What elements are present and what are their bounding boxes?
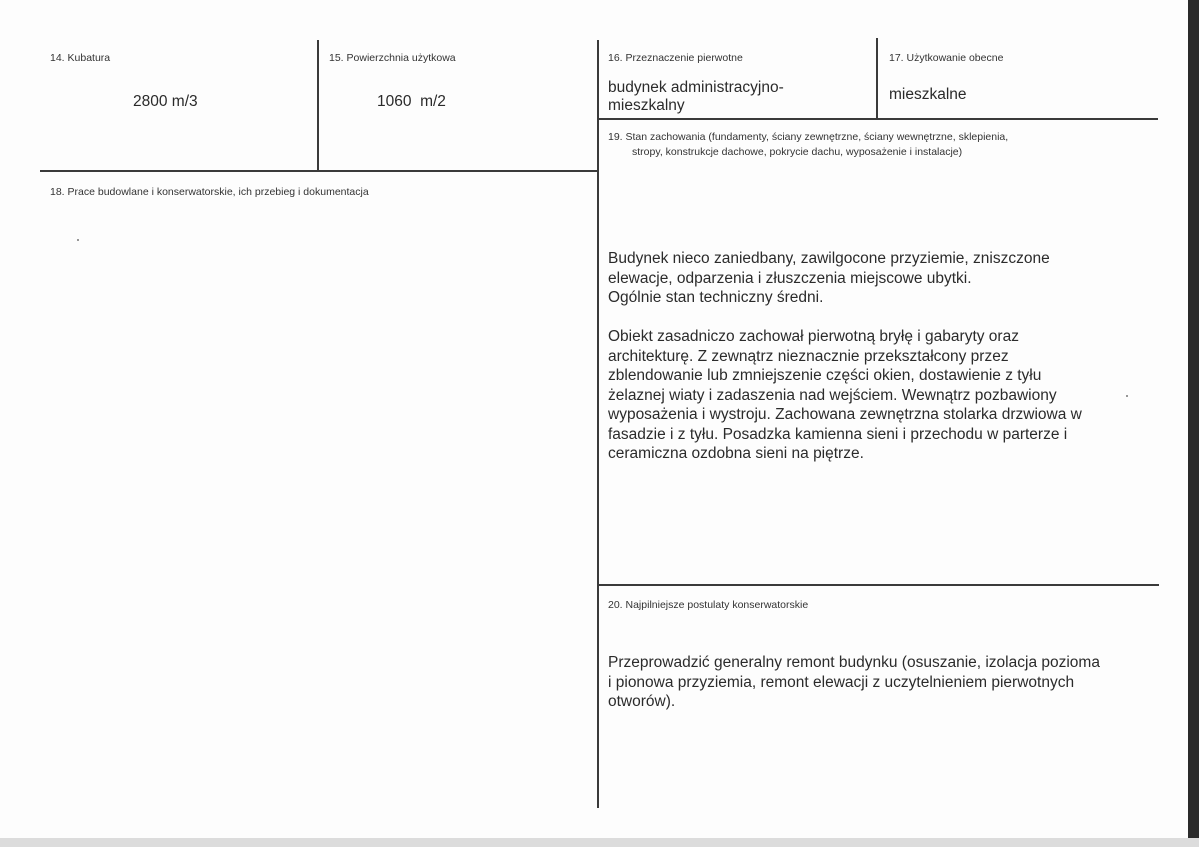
kubatura-value: 2800 m/3 bbox=[133, 93, 198, 110]
uzytkowanie-value: mieszkalne bbox=[889, 86, 967, 103]
kubatura-label: 14. Kubatura bbox=[50, 52, 111, 64]
speck bbox=[1126, 395, 1128, 397]
stan-line: Obiekt zasadniczo zachował pierwotną bryłę i gabaryty oraz bbox=[608, 328, 1019, 345]
przeznaczenie-line: mieszkalny bbox=[608, 97, 685, 114]
scan-edge-right bbox=[1188, 0, 1199, 847]
stan-line: Budynek nieco zaniedbany, zawilgocone przyziemie, zniszczone bbox=[608, 250, 1050, 267]
divider-16-17 bbox=[876, 38, 878, 118]
stan-line: architekturę. Z zewnątrz nieznacznie przekształcony przez bbox=[608, 347, 1009, 365]
divider-14-18 bbox=[40, 170, 598, 172]
prace-label: 18. Prace budowlane i konserwatorskie, ich przebieg i dokumentacja bbox=[50, 186, 369, 198]
postulaty-line: Przeprowadzić generalny remont budynku (osuszanie, izolacja pozioma bbox=[608, 654, 1100, 671]
stan-line: zblendowanie lub zmniejszenie części okien, dostawienie z tyłu bbox=[608, 367, 1042, 384]
postulaty-label: 20. Najpilniejsze postulaty konserwatorskie bbox=[608, 599, 809, 611]
stan-line: żelaznej wiaty i zadaszenia nad wejściem. Wewnątrz pozbawiony bbox=[608, 386, 1057, 404]
stan-line: Ogólnie stan techniczny średni. bbox=[608, 289, 824, 306]
stan-label bbox=[608, 130, 1008, 160]
stan-description bbox=[608, 249, 1082, 464]
postulaty-line: otworów). bbox=[608, 693, 676, 710]
divider-16-19 bbox=[598, 118, 1158, 120]
stan-line: wyposażenia i wystroju. Zachowana zewnętrzna stolarka drzwiowa w bbox=[608, 406, 1082, 423]
postulaty-line: i pionowa przyziemia, remont elewacji z uczytelnieniem pierwotnych bbox=[608, 673, 1075, 691]
scan-edge-bottom bbox=[0, 838, 1199, 847]
stan-label-line: stropy, konstrukcje dachowe, pokrycie dachu, wyposażenie i instalacje) bbox=[632, 146, 963, 158]
uzytkowanie-label: 17. Użytkowanie obecne bbox=[889, 52, 1004, 64]
divider-14-15 bbox=[317, 40, 319, 170]
powierzchnia-value: 1060 m/2 bbox=[377, 93, 446, 110]
speck bbox=[77, 239, 79, 241]
postulaty-description bbox=[608, 653, 1100, 712]
divider-19-20 bbox=[598, 584, 1159, 586]
powierzchnia-label: 15. Powierzchnia użytkowa bbox=[329, 52, 456, 64]
divider-main bbox=[597, 40, 599, 808]
przeznaczenie-value bbox=[608, 79, 784, 115]
stan-line: fasadzie i z tyłu. Posadzka kamienna sieni i przechodu w parterze i bbox=[608, 425, 1068, 443]
stan-label-line: 19. Stan zachowania (fundamenty, ściany zewnętrzne, ściany wewnętrzne, sklepienia, bbox=[608, 131, 1009, 143]
przeznaczenie-label: 16. Przeznaczenie pierwotne bbox=[608, 52, 743, 64]
stan-line: elewacje, odparzenia i złuszczenia miejscowe ubytki. bbox=[608, 269, 972, 287]
stan-line: ceramiczna ozdobna sieni na piętrze. bbox=[608, 445, 864, 462]
przeznaczenie-line: budynek administracyjno- bbox=[608, 79, 784, 96]
